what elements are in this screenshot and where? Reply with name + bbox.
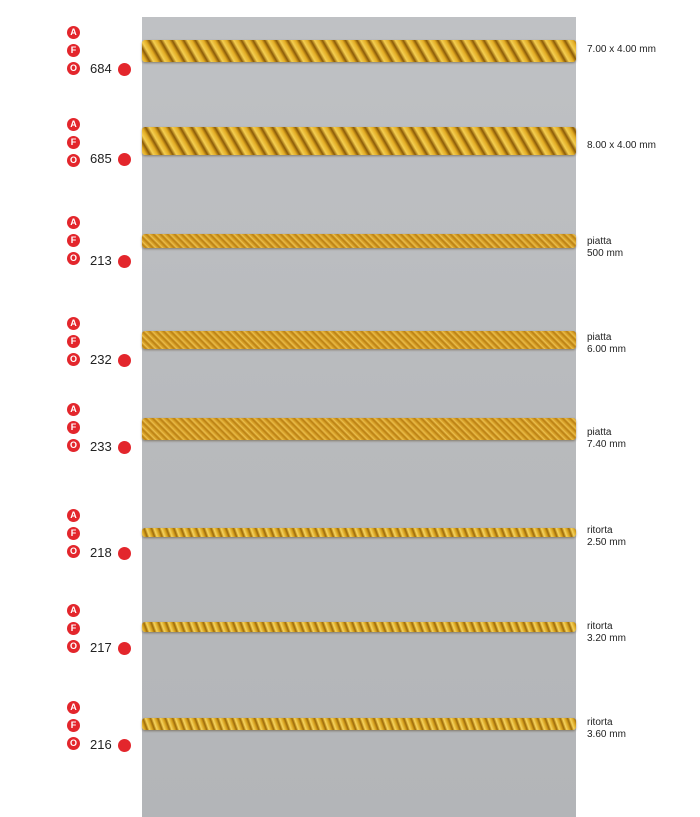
badge-f-icon: F (67, 44, 80, 57)
gold-chain-image (142, 622, 576, 632)
badge-f-icon: F (67, 527, 80, 540)
chain-code: 218 (90, 545, 112, 560)
red-dot-icon (118, 547, 131, 560)
chain-code: 217 (90, 640, 112, 655)
gold-chain-image (142, 234, 576, 248)
badge-o-icon: O (67, 545, 80, 558)
badge-a-icon: A (67, 509, 80, 522)
spec-line-1: ritorta (587, 621, 613, 632)
spec-line-1: piatta (587, 332, 612, 343)
badge-f-icon: F (67, 719, 80, 732)
red-dot-icon (118, 63, 131, 76)
chain-code: 216 (90, 737, 112, 752)
red-dot-icon (118, 255, 131, 268)
red-dot-icon (118, 642, 131, 655)
spec-line-2: 3.60 mm (587, 729, 626, 740)
badge-a-icon: A (67, 26, 80, 39)
spec-line-1: piatta (587, 236, 612, 247)
badge-f-icon: F (67, 335, 80, 348)
badge-f-icon: F (67, 622, 80, 635)
chain-code: 213 (90, 253, 112, 268)
badge-f-icon: F (67, 136, 80, 149)
chain-spec (587, 332, 626, 356)
gold-chain-image (142, 528, 576, 537)
red-dot-icon (118, 153, 131, 166)
spec-line-2: 500 mm (587, 248, 624, 259)
badge-o-icon: O (67, 252, 80, 265)
badge-o-icon: O (67, 353, 80, 366)
spec-line-1: ritorta (587, 525, 613, 536)
chain-spec (587, 717, 626, 741)
chain-spec (587, 236, 623, 260)
chain-spec (587, 140, 656, 152)
badge-a-icon: A (67, 403, 80, 416)
red-dot-icon (118, 739, 131, 752)
badge-f-icon: F (67, 421, 80, 434)
gold-chain-image (142, 418, 576, 440)
chain-code: 684 (90, 61, 112, 76)
red-dot-icon (118, 354, 131, 367)
gold-chain-image (142, 331, 576, 349)
gold-chain-image (142, 40, 576, 62)
badge-a-icon: A (67, 216, 80, 229)
badge-a-icon: A (67, 701, 80, 714)
chain-spec (587, 427, 626, 451)
gold-chain-image (142, 718, 576, 730)
chain-code: 232 (90, 352, 112, 367)
spec-line-2: 6.00 mm (587, 344, 626, 355)
gold-chain-image (142, 127, 576, 155)
badge-a-icon: A (67, 317, 80, 330)
spec-line-1: 7.00 x 4.00 mm (587, 44, 656, 55)
spec-line-2: 3.20 mm (587, 633, 626, 644)
badge-o-icon: O (67, 640, 80, 653)
badge-o-icon: O (67, 439, 80, 452)
spec-line-1: 8.00 x 4.00 mm (587, 140, 656, 151)
spec-line-2: 2.50 mm (587, 537, 626, 548)
chain-spec (587, 621, 626, 645)
spec-line-1: ritorta (587, 717, 613, 728)
badge-f-icon: F (67, 234, 80, 247)
chain-spec (587, 44, 656, 56)
spec-line-2: 7.40 mm (587, 439, 626, 450)
badge-o-icon: O (67, 154, 80, 167)
chain-code: 233 (90, 439, 112, 454)
badge-o-icon: O (67, 737, 80, 750)
badge-o-icon: O (67, 62, 80, 75)
chain-code: 685 (90, 151, 112, 166)
chain-spec (587, 525, 626, 549)
spec-line-1: piatta (587, 427, 612, 438)
badge-a-icon: A (67, 604, 80, 617)
red-dot-icon (118, 441, 131, 454)
badge-a-icon: A (67, 118, 80, 131)
